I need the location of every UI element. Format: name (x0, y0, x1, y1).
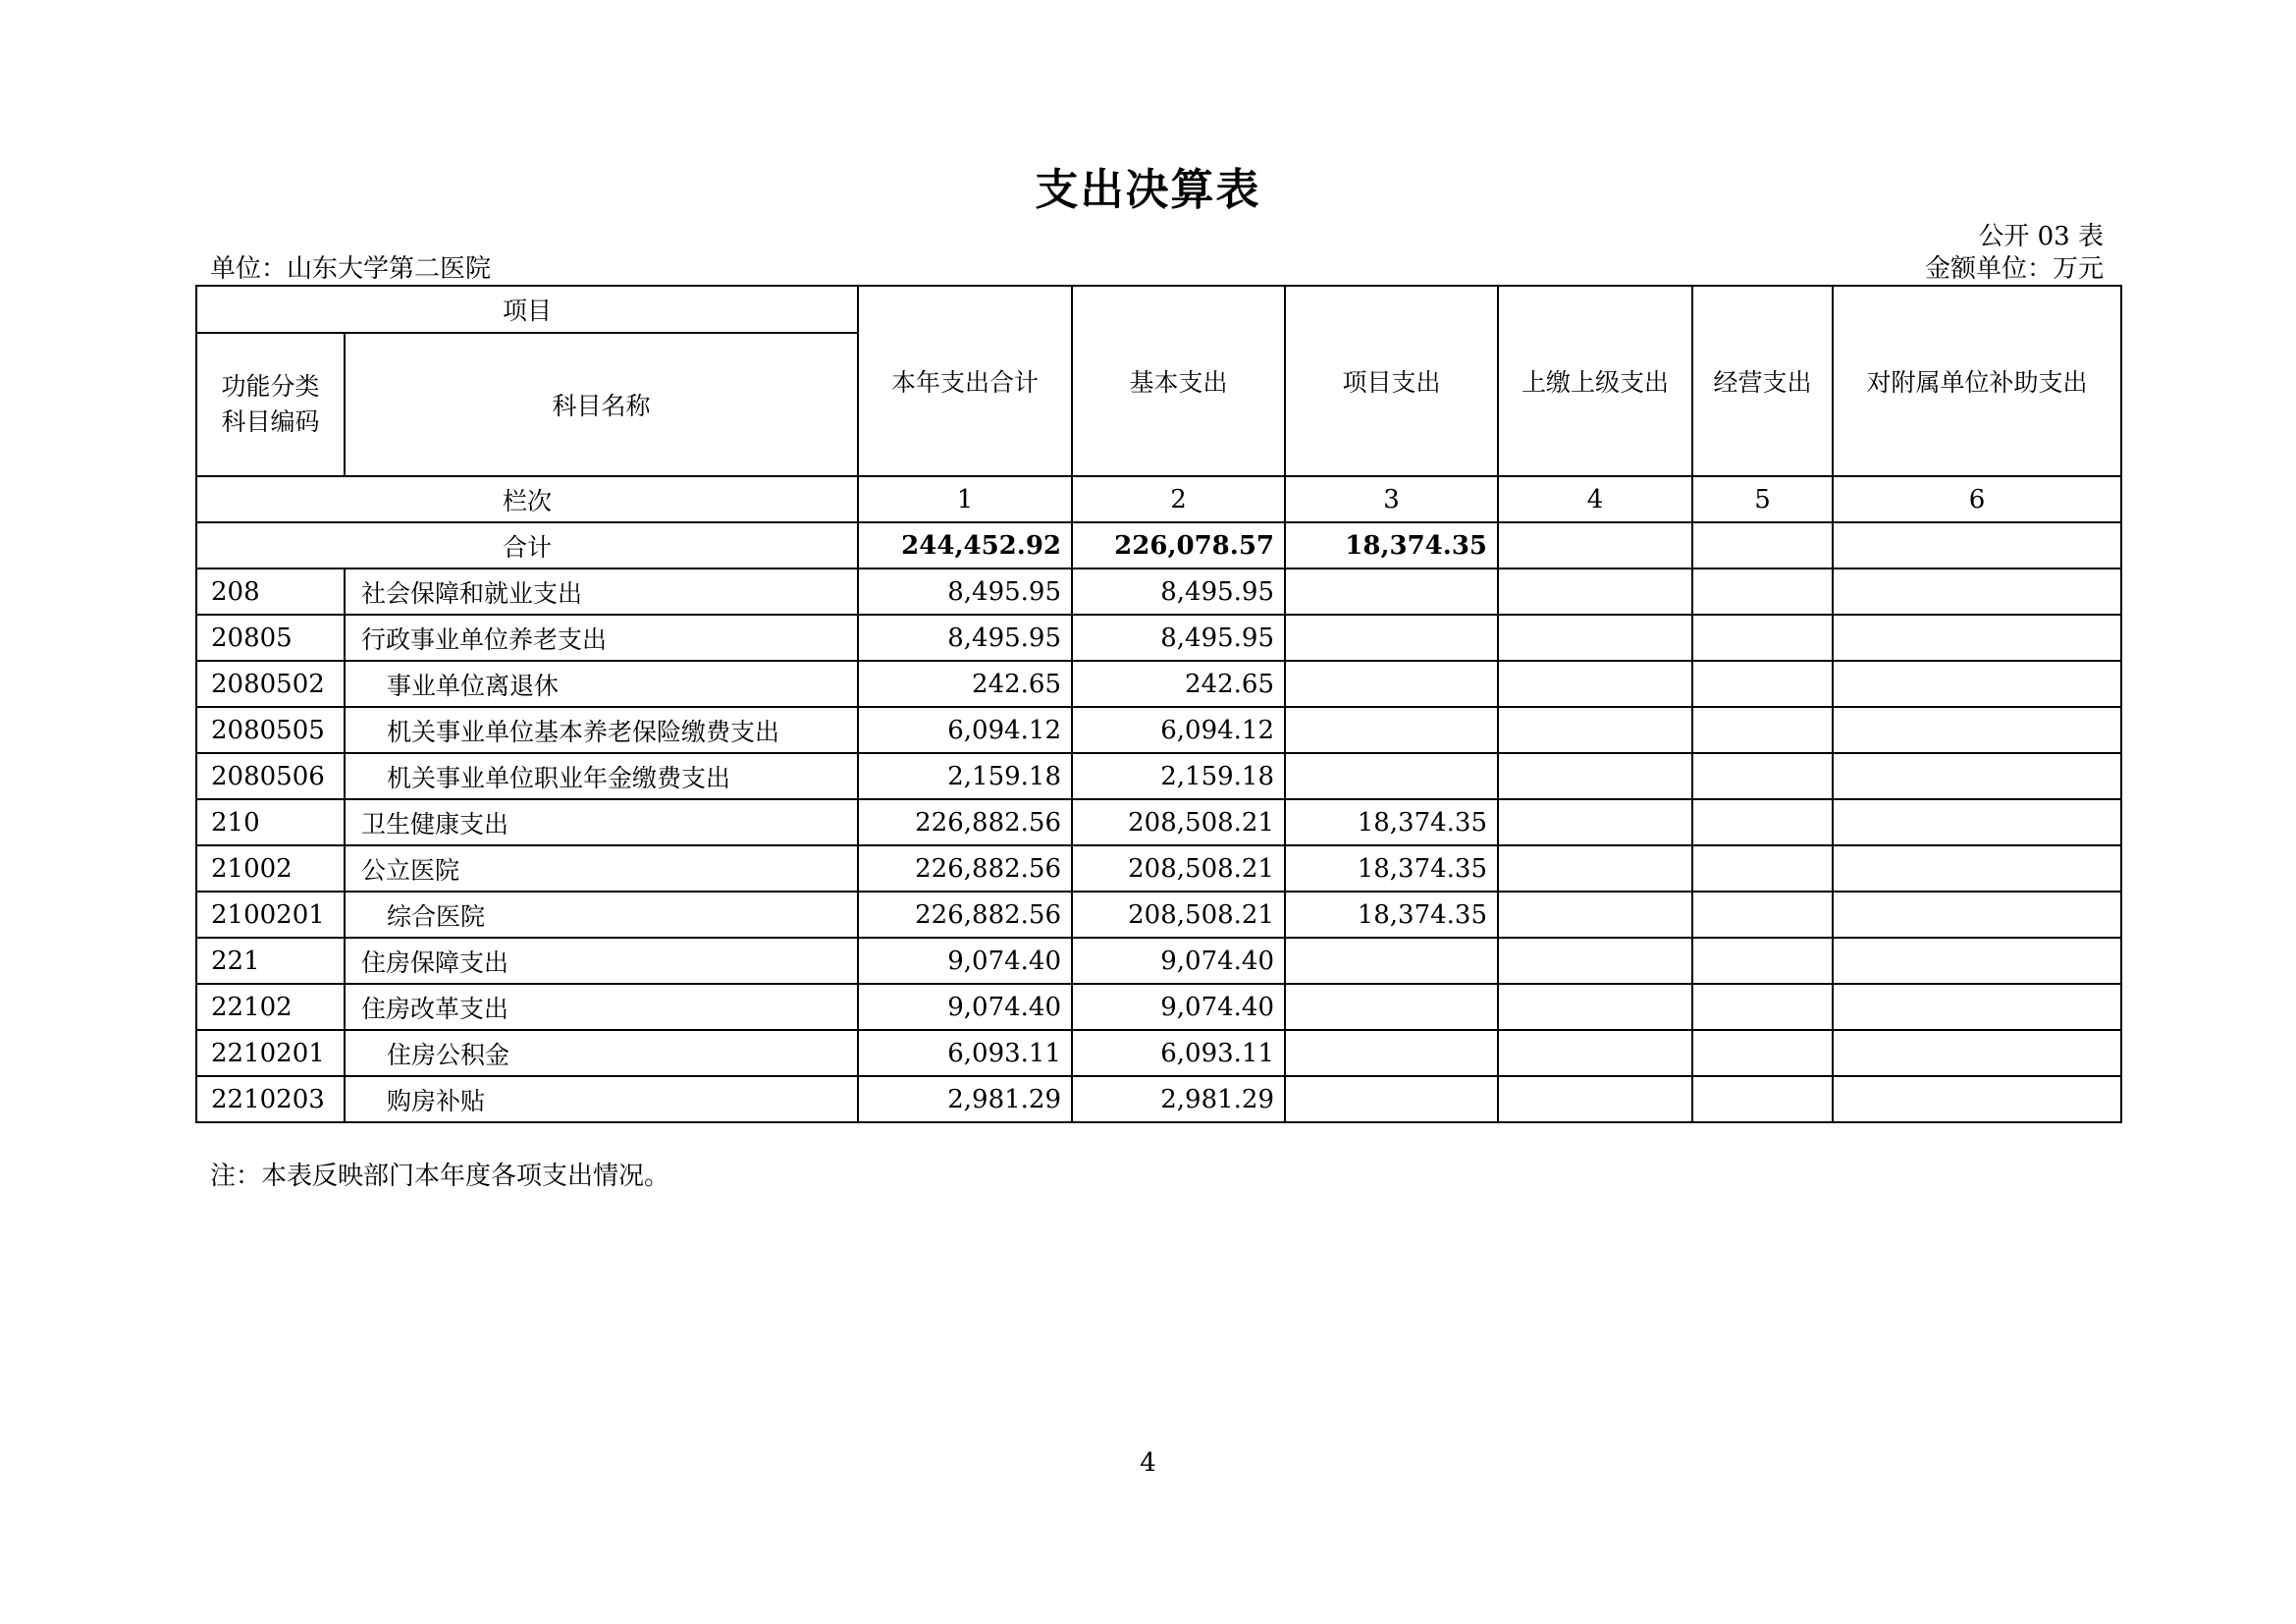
amount-cell (1692, 984, 1833, 1030)
amount-cell (1692, 845, 1833, 892)
subject-code: 2100201 (196, 892, 345, 938)
amount-cell (1498, 984, 1692, 1030)
subject-code: 2080506 (196, 753, 345, 799)
expenditure-table (195, 285, 2122, 1123)
table-row (196, 568, 2121, 615)
amount-cell: 9,074.40 (858, 938, 1072, 984)
amount-cell (1498, 707, 1692, 753)
subject-code: 210 (196, 799, 345, 845)
table-row (196, 753, 2121, 799)
amount-cell: 8,495.95 (1072, 615, 1285, 661)
subject-name: 住房改革支出 (345, 984, 858, 1030)
amount-cell (1498, 661, 1692, 707)
amount-cell (1833, 799, 2121, 845)
column-index: 6 (1833, 476, 2121, 522)
amount-cell: 6,093.11 (858, 1030, 1072, 1076)
amount-cell: 6,094.12 (858, 707, 1072, 753)
amount-cell (1833, 892, 2121, 938)
table-row (196, 661, 2121, 707)
amount-cell: 9,074.40 (1072, 938, 1285, 984)
table-row (196, 938, 2121, 984)
amount-cell: 2,981.29 (1072, 1076, 1285, 1122)
amount-cell (1285, 568, 1498, 615)
column-index: 3 (1285, 476, 1498, 522)
subject-name: 社会保障和就业支出 (345, 568, 858, 615)
table-title: 支出决算表 (1035, 165, 1261, 215)
amount-cell (1285, 1030, 1498, 1076)
subject-name: 综合医院 (345, 892, 858, 938)
table-row (196, 984, 2121, 1030)
amount-cell: 2,159.18 (1072, 753, 1285, 799)
table-row (196, 1076, 2121, 1122)
amount-cell (1498, 1076, 1692, 1122)
total-value (1833, 522, 2121, 568)
total-value (1498, 522, 1692, 568)
table-row (196, 1030, 2121, 1076)
amount-cell (1833, 984, 2121, 1030)
subject-code: 22102 (196, 984, 345, 1030)
amount-cell (1692, 753, 1833, 799)
amount-cell (1285, 938, 1498, 984)
amount-cell (1692, 892, 1833, 938)
amount-cell: 9,074.40 (1072, 984, 1285, 1030)
header-col-3: 项目支出 (1285, 286, 1498, 476)
amount-cell: 2,981.29 (858, 1076, 1072, 1122)
amount-cell: 208,508.21 (1072, 845, 1285, 892)
footnote: 注：本表反映部门本年度各项支出情况。 (210, 1162, 670, 1191)
amount-cell (1833, 568, 2121, 615)
amount-cell: 9,074.40 (858, 984, 1072, 1030)
amount-cell (1692, 1030, 1833, 1076)
amount-cell (1833, 661, 2121, 707)
table-row (196, 707, 2121, 753)
amount-cell: 208,508.21 (1072, 799, 1285, 845)
form-number: 公开 03 表 (1978, 222, 2104, 251)
reporting-unit: 单位：山东大学第二医院 (210, 254, 492, 284)
column-index: 1 (858, 476, 1072, 522)
subject-code: 21002 (196, 845, 345, 892)
amount-cell: 6,093.11 (1072, 1030, 1285, 1076)
amount-cell (1498, 799, 1692, 845)
amount-cell (1692, 707, 1833, 753)
amount-cell (1498, 753, 1692, 799)
amount-cell: 242.65 (1072, 661, 1285, 707)
amount-cell (1692, 799, 1833, 845)
subject-code: 2080505 (196, 707, 345, 753)
amount-cell (1833, 938, 2121, 984)
amount-cell (1498, 938, 1692, 984)
subject-name: 住房保障支出 (345, 938, 858, 984)
header-code: 功能分类 科目编码 (196, 333, 345, 476)
header-col-4: 上缴上级支出 (1498, 286, 1692, 476)
page-number: 4 (1140, 1448, 1156, 1478)
subject-code: 20805 (196, 615, 345, 661)
amount-cell (1692, 661, 1833, 707)
column-index-row (196, 476, 2121, 522)
amount-cell (1285, 661, 1498, 707)
column-index: 2 (1072, 476, 1285, 522)
subject-code: 2210203 (196, 1076, 345, 1122)
header-col-2: 基本支出 (1072, 286, 1285, 476)
amount-cell (1833, 1076, 2121, 1122)
subject-name: 机关事业单位基本养老保险缴费支出 (345, 707, 858, 753)
amount-cell: 8,495.95 (858, 568, 1072, 615)
table-row (196, 615, 2121, 661)
column-index-label: 栏次 (196, 476, 858, 522)
subject-name: 购房补贴 (345, 1076, 858, 1122)
table-row (196, 892, 2121, 938)
subject-code: 2210201 (196, 1030, 345, 1076)
subject-code: 2080502 (196, 661, 345, 707)
subject-name: 机关事业单位职业年金缴费支出 (345, 753, 858, 799)
amount-cell: 18,374.35 (1285, 845, 1498, 892)
amount-cell (1285, 753, 1498, 799)
total-value: 244,452.92 (858, 522, 1072, 568)
amount-cell (1498, 568, 1692, 615)
total-value: 226,078.57 (1072, 522, 1285, 568)
total-value: 18,374.35 (1285, 522, 1498, 568)
amount-cell (1692, 1076, 1833, 1122)
header-col-5: 经营支出 (1692, 286, 1833, 476)
amount-cell (1498, 892, 1692, 938)
amount-cell (1833, 707, 2121, 753)
amount-cell (1498, 1030, 1692, 1076)
amount-unit: 金额单位：万元 (1924, 254, 2104, 284)
subject-name: 行政事业单位养老支出 (345, 615, 858, 661)
header-col-1: 本年支出合计 (858, 286, 1072, 476)
subject-name: 住房公积金 (345, 1030, 858, 1076)
subject-code: 208 (196, 568, 345, 615)
amount-cell: 8,495.95 (1072, 568, 1285, 615)
amount-cell: 18,374.35 (1285, 892, 1498, 938)
amount-cell: 208,508.21 (1072, 892, 1285, 938)
subject-code: 221 (196, 938, 345, 984)
amount-cell: 226,882.56 (858, 845, 1072, 892)
column-index: 4 (1498, 476, 1692, 522)
amount-cell (1285, 1076, 1498, 1122)
column-index: 5 (1692, 476, 1833, 522)
header-row-item (196, 286, 2121, 333)
total-row (196, 522, 2121, 568)
subject-name: 卫生健康支出 (345, 799, 858, 845)
header-item: 项目 (196, 286, 858, 333)
amount-cell (1285, 984, 1498, 1030)
header-name: 科目名称 (345, 333, 858, 476)
amount-cell (1833, 845, 2121, 892)
amount-cell: 18,374.35 (1285, 799, 1498, 845)
total-value (1692, 522, 1833, 568)
amount-cell: 2,159.18 (858, 753, 1072, 799)
amount-cell (1692, 568, 1833, 615)
amount-cell (1833, 615, 2121, 661)
amount-cell: 8,495.95 (858, 615, 1072, 661)
amount-cell: 226,882.56 (858, 799, 1072, 845)
header-col-6: 对附属单位补助支出 (1833, 286, 2121, 476)
subject-name: 公立医院 (345, 845, 858, 892)
table-row (196, 799, 2121, 845)
amount-cell (1498, 845, 1692, 892)
amount-cell (1285, 707, 1498, 753)
amount-cell (1498, 615, 1692, 661)
table-row (196, 845, 2121, 892)
amount-cell (1833, 1030, 2121, 1076)
total-label: 合计 (196, 522, 858, 568)
amount-cell (1285, 615, 1498, 661)
amount-cell (1692, 938, 1833, 984)
amount-cell (1833, 753, 2121, 799)
amount-cell: 242.65 (858, 661, 1072, 707)
amount-cell: 6,094.12 (1072, 707, 1285, 753)
subject-name: 事业单位离退休 (345, 661, 858, 707)
amount-cell: 226,882.56 (858, 892, 1072, 938)
amount-cell (1692, 615, 1833, 661)
